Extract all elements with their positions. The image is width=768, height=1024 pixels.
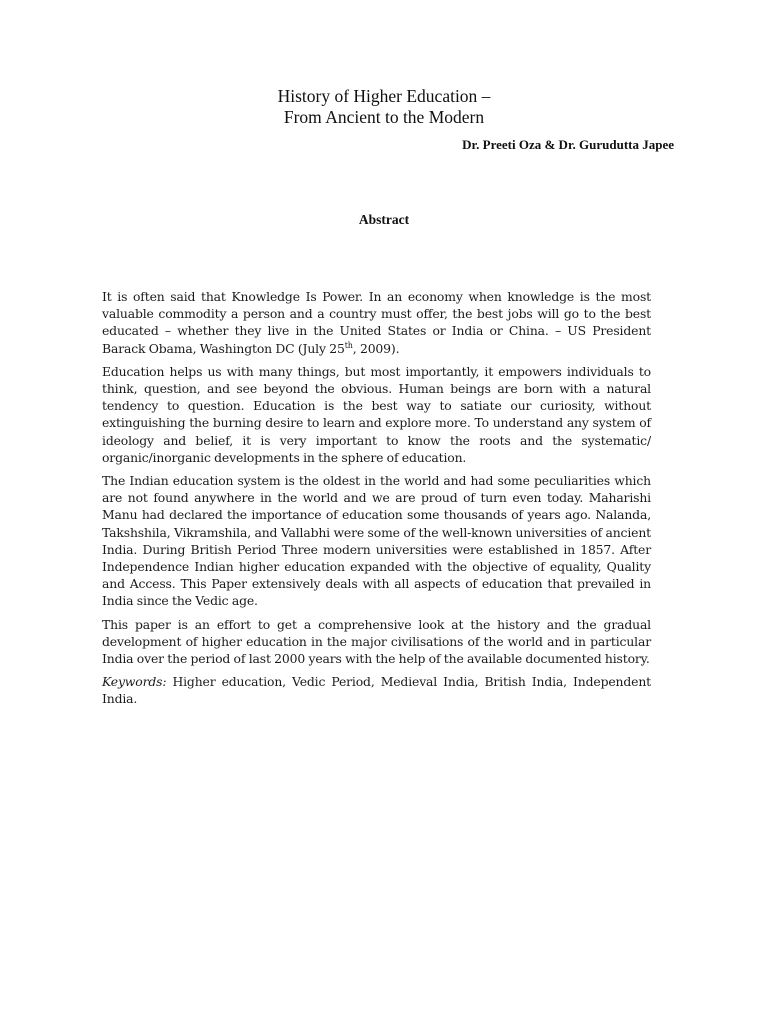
title-line-1: History of Higher Education – bbox=[277, 86, 491, 106]
keywords-label: Keywords: bbox=[102, 674, 167, 690]
title-line-2: From Ancient to the Modern bbox=[283, 107, 485, 127]
abstract-body bbox=[102, 288, 651, 714]
abstract-heading: Abstract bbox=[358, 212, 410, 227]
abstract-paragraph-4: This paper is an effort to get a comprehensive look at the history and the gradual development of higher education in the major civilisations of the world and in particular India over the period of last 2000 years with the help of the available documented history. bbox=[102, 616, 651, 667]
paragraph-1-tail: , 2009). bbox=[352, 340, 400, 356]
keywords-paragraph bbox=[102, 673, 651, 707]
abstract-paragraph-2: Education helps us with many things, but most importantly, it empowers individuals to think, question, and see beyond the obvious. Human beings are born with a natural tendency to question. Education is the best way to satiate our curiosity, without extinguishing the burning desire to learn and explore more. To understand any system of ideology and belief, it is very important to know the roots and the systematic/ organic/inorganic developments in the sphere of education. bbox=[102, 363, 651, 465]
abstract-paragraph-3: The Indian education system is the oldest in the world and had some peculiarities which are not found anywhere in the world and we are proud of turn even today. Maharishi Manu had declared the importance of education some thousands of years ago. Nalanda, Takshshila, Vikramshila, and Vallabhi were some of the well-known universities of ancient India. During British Period Three modern universities were established in 1857. After Independence Indian higher education expanded with the objective of equality, Quality and Access. This Paper extensively deals with all aspects of education that prevailed in India since the Vedic age. bbox=[102, 473, 651, 609]
paper-authors: Dr. Preeti Oza & Dr. Gurudutta Japee bbox=[462, 137, 674, 152]
abstract-paragraph-1 bbox=[102, 288, 651, 357]
keywords-text: Higher education, Vedic Period, Medieval India, British India, Independent India. bbox=[102, 674, 651, 707]
ordinal-superscript: th bbox=[344, 340, 353, 350]
paper-title bbox=[0, 86, 768, 128]
paragraph-1-text: It is often said that Knowledge Is Power. In an economy when knowledge is the most valuable commodity a person and a country must offer, the best jobs will go to the best educated – whether they live in the United States or India or China. – US President Barack Obama, Washington DC (July 25 bbox=[102, 289, 651, 356]
